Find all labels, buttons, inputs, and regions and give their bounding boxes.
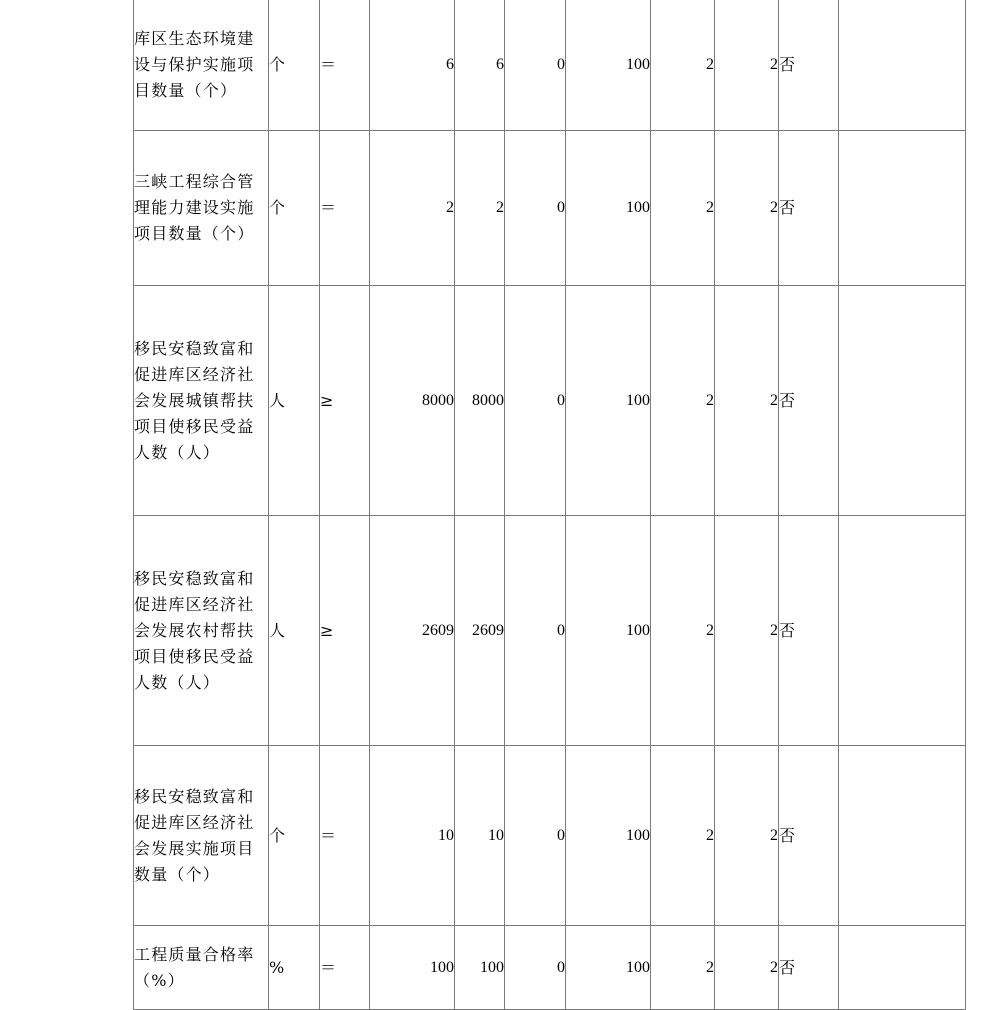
indicator-name-cell: 三峡工程综合管理能力建设实施项目数量（个） (134, 131, 269, 286)
actual-value-cell: 6 (455, 0, 505, 131)
weight-cell: 2 (651, 926, 715, 1010)
unit-cell: 个 (269, 0, 320, 131)
unit-cell: % (269, 926, 320, 1010)
score-cell: 2 (715, 926, 779, 1010)
indicator-name-cell: 移民安稳致富和促进库区经济社会发展实施项目数量（个） (134, 746, 269, 926)
operator-cell: ≥ (320, 516, 370, 746)
deviation-cell: 0 (505, 516, 566, 746)
target-value-cell: 8000 (370, 286, 455, 516)
completion-rate-cell: 100 (566, 746, 651, 926)
flag-cell: 否 (779, 926, 839, 1010)
table-row (134, 0, 966, 131)
table-row (134, 516, 966, 746)
remark-cell (839, 0, 966, 131)
target-value-cell: 100 (370, 926, 455, 1010)
deviation-cell: 0 (505, 131, 566, 286)
operator-cell: ≥ (320, 286, 370, 516)
weight-cell: 2 (651, 516, 715, 746)
completion-rate-cell: 100 (566, 131, 651, 286)
score-cell: 2 (715, 0, 779, 131)
performance-indicator-table (133, 0, 966, 1010)
indicator-name-cell: 移民安稳致富和促进库区经济社会发展城镇帮扶项目使移民受益人数（人） (134, 286, 269, 516)
deviation-cell: 0 (505, 286, 566, 516)
remark-cell (839, 516, 966, 746)
unit-cell: 个 (269, 746, 320, 926)
completion-rate-cell: 100 (566, 516, 651, 746)
indicator-name-cell: 库区生态环境建设与保护实施项目数量（个） (134, 0, 269, 131)
flag-cell: 否 (779, 0, 839, 131)
target-value-cell: 6 (370, 0, 455, 131)
remark-cell (839, 926, 966, 1010)
actual-value-cell: 8000 (455, 286, 505, 516)
weight-cell: 2 (651, 286, 715, 516)
completion-rate-cell: 100 (566, 286, 651, 516)
unit-cell: 人 (269, 286, 320, 516)
flag-cell: 否 (779, 746, 839, 926)
completion-rate-cell: 100 (566, 0, 651, 131)
target-value-cell: 2 (370, 131, 455, 286)
table-row (134, 746, 966, 926)
flag-cell: 否 (779, 286, 839, 516)
remark-cell (839, 286, 966, 516)
weight-cell: 2 (651, 131, 715, 286)
actual-value-cell: 2 (455, 131, 505, 286)
deviation-cell: 0 (505, 0, 566, 131)
deviation-cell: 0 (505, 926, 566, 1010)
score-cell: 2 (715, 516, 779, 746)
unit-cell: 人 (269, 516, 320, 746)
completion-rate-cell: 100 (566, 926, 651, 1010)
indicator-name-cell: 移民安稳致富和促进库区经济社会发展农村帮扶项目使移民受益人数（人） (134, 516, 269, 746)
score-cell: 2 (715, 286, 779, 516)
table-row (134, 286, 966, 516)
score-cell: 2 (715, 746, 779, 926)
table-row (134, 131, 966, 286)
weight-cell: 2 (651, 0, 715, 131)
actual-value-cell: 2609 (455, 516, 505, 746)
actual-value-cell: 100 (455, 926, 505, 1010)
remark-cell (839, 746, 966, 926)
unit-cell: 个 (269, 131, 320, 286)
score-cell: 2 (715, 131, 779, 286)
flag-cell: 否 (779, 516, 839, 746)
indicator-name-cell: 工程质量合格率（%） (134, 926, 269, 1010)
operator-cell: ＝ (320, 926, 370, 1010)
operator-cell: ＝ (320, 746, 370, 926)
operator-cell: ＝ (320, 0, 370, 131)
remark-cell (839, 131, 966, 286)
operator-cell: ＝ (320, 131, 370, 286)
actual-value-cell: 10 (455, 746, 505, 926)
deviation-cell: 0 (505, 746, 566, 926)
flag-cell: 否 (779, 131, 839, 286)
target-value-cell: 10 (370, 746, 455, 926)
weight-cell: 2 (651, 746, 715, 926)
target-value-cell: 2609 (370, 516, 455, 746)
table-row (134, 926, 966, 1010)
